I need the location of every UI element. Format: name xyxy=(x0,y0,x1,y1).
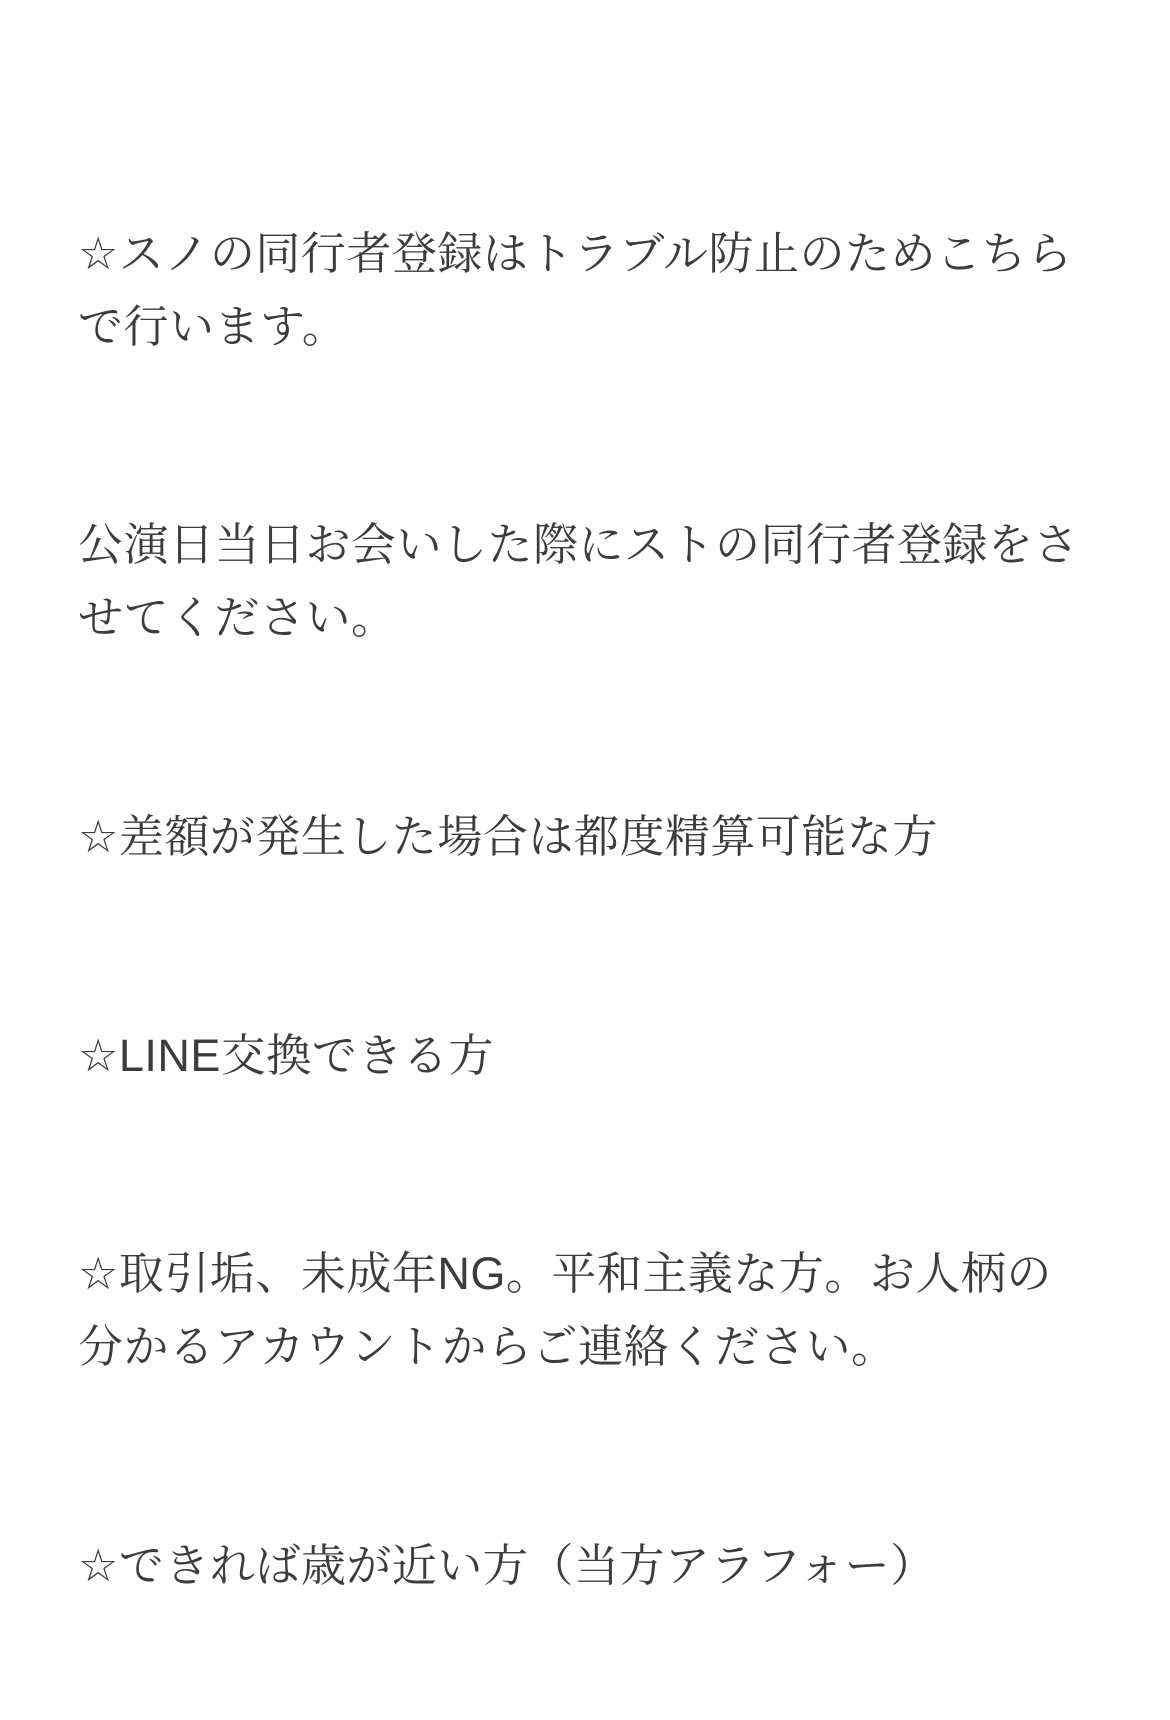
text-paragraph-4: ☆LINE交換できる方 xyxy=(78,1029,494,1081)
text-paragraph-6: ☆できれば歳が近い方（当方アラフォー） xyxy=(78,1539,936,1591)
document-text-block xyxy=(78,72,1092,1720)
text-paragraph-3: ☆差額が発生した場合は都度精算可能な方 xyxy=(78,810,938,862)
text-paragraph-2: 公演日当日お会いした際にストの同行者登録をさせてください。 xyxy=(78,519,1080,644)
text-paragraph-1: ☆スノの同行者登録はトラブル防止のためこちらで行います。 xyxy=(78,227,1073,352)
text-paragraph-5: ☆取引垢、未成年NG。平和主義な方。お人柄の分かるアカウントからご連絡ください。 xyxy=(78,1248,1052,1373)
